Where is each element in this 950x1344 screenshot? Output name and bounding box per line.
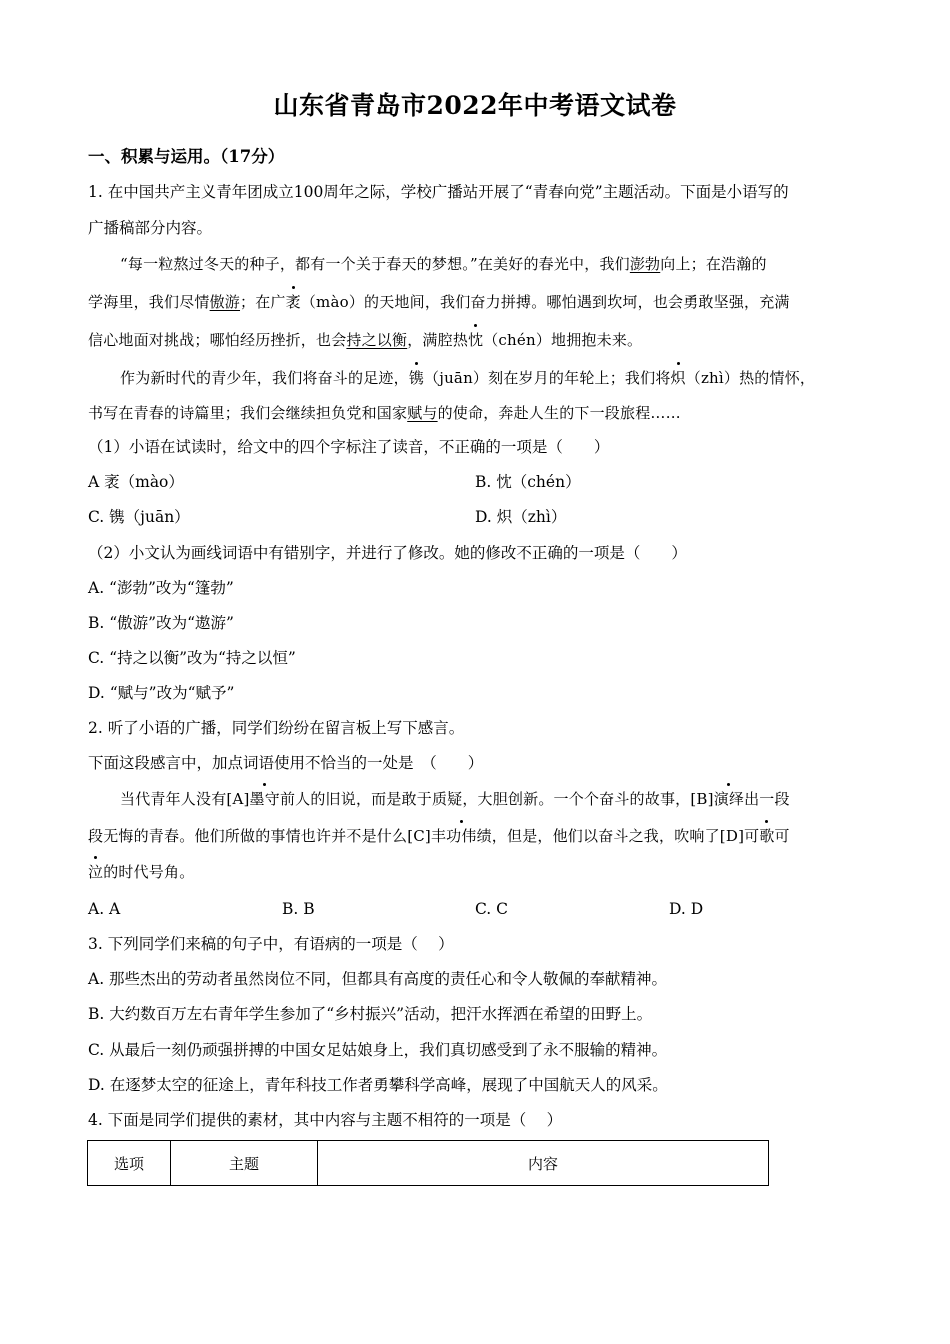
q1-stem-line1: 1. 在中国共产主义青年团成立100周年之际，学校广播站开展了“青春向党”主题活动。下面是小语写的 — [88, 183, 789, 201]
dotted-char: 镌 — [408, 369, 425, 387]
q1-passage-line: 书写在青春的诗篇里；我们会继续担负党和国家赋与的使命，奔赴人生的下一段旅程…… — [88, 404, 681, 422]
q1-passage-line: 作为新时代的青少年，我们将奋斗的足迹，镌（juān）刻在岁月的年轮上；我们将炽（zhì）热的情怀， — [120, 369, 816, 387]
option-c: C. 从最后一刻仍顽强拼搏的中国女足姑娘身上，我们真切感受到了永不服输的精神。 — [88, 1041, 668, 1059]
underlined-word: 持之以衡 — [346, 331, 408, 349]
option-b: B. “傲游”改为“遨游” — [88, 614, 234, 632]
option-c: C. C — [475, 900, 509, 918]
q2-stem-line1: 2. 听了小语的广播，同学们纷纷在留言板上写下感言。 — [88, 719, 465, 737]
dotted-char: 袤 — [285, 293, 301, 311]
option-d: D. 在逐梦太空的征途上，青年科技工作者勇攀科学高峰，展现了中国航天人的风采。 — [88, 1076, 668, 1094]
q1-passage-line: 学海里，我们尽情傲游；在广袤（mào）的天地间，我们奋力拼搏。哪怕遇到坎坷，也会勇敢坚强，充满 — [88, 293, 790, 311]
table-header-row — [88, 1141, 769, 1186]
option-d: D. “赋与”改为“赋予” — [88, 684, 235, 702]
q1-sub2-stem: （2）小文认为画线词语中有错别字，并进行了修改。她的修改不正确的一项是（ ） — [88, 544, 687, 562]
dotted-char: 忱 — [468, 331, 484, 349]
option-c: C. 镌（juān） — [88, 508, 190, 526]
option-c: C. “持之以衡”改为“持之以恒” — [88, 649, 296, 667]
dotted-word: 墨守 — [249, 790, 280, 808]
underlined-word: 澎勃 — [629, 255, 661, 273]
q1-stem-line2: 广播稿部分内容。 — [88, 219, 213, 237]
table-header-cell: 选项 — [88, 1141, 171, 1186]
q2-passage-line: 段无悔的青春。他们所做的事情也许并不是什么[C]丰功伟绩，但是，他们以奋斗之我，吹响了[D]可歌可 — [88, 827, 790, 845]
dotted-word: 演绎 — [713, 790, 745, 808]
dotted-char: 炽 — [670, 369, 686, 387]
option-a: A. “澎勃”改为“篷勃” — [88, 579, 234, 597]
option-a: A. 那些杰出的劳动者虽然岗位不同，但都具有高度的责任心和令人敬佩的奉献精神。 — [88, 970, 668, 988]
q2-passage-line: 泣的时代号角。 — [88, 863, 195, 881]
dotted-word: 可歌可 — [744, 827, 790, 845]
option-a: A. A — [88, 900, 121, 918]
q4-stem: 4. 下面是同学们提供的素材，其中内容与主题不相符的一项是（ ） — [88, 1111, 563, 1129]
option-d: D. 炽（zhì） — [475, 508, 567, 526]
option-a: A 袤（mào） — [88, 473, 184, 491]
q1-passage-line: “每一粒熬过冬天的种子，都有一个关于春天的梦想。”在美好的春光中，我们澎勃向上；在浩瀚的 — [120, 255, 767, 273]
table-header-cell: 主题 — [171, 1141, 318, 1186]
section-heading: 一、积累与运用。（17分） — [88, 147, 285, 166]
q2-stem-line2: 下面这段感言中，加点词语使用不恰当的一处是 （ ） — [88, 754, 484, 772]
q1-sub1-stem: （1）小语在试读时，给文中的四个字标注了读音，不正确的一项是（ ） — [88, 438, 610, 456]
underlined-word: 傲游 — [209, 293, 241, 311]
option-d: D. D — [669, 900, 704, 918]
q3-stem: 3. 下列同学们来稿的句子中，有语病的一项是（ ） — [88, 935, 454, 953]
q2-passage-line: 当代青年人没有[A]墨守前人的旧说，而是敢于质疑，大胆创新。一个个奋斗的故事，[B]演绎出一段 — [120, 790, 790, 808]
underlined-word: 赋与 — [407, 404, 438, 422]
dotted-word: 丰功伟绩 — [430, 827, 492, 845]
option-b: B. B — [282, 900, 315, 918]
option-b: B. 忱（chén） — [475, 473, 581, 491]
page-title: 山东省青岛市2022年中考语文试卷 — [273, 91, 677, 120]
materials-table — [87, 1140, 769, 1186]
table-header-cell: 内容 — [318, 1141, 769, 1186]
option-b: B. 大约数百万左右青年学生参加了“乡村振兴”活动，把汗水挥洒在希望的田野上。 — [88, 1005, 653, 1023]
dotted-char: 泣 — [88, 863, 104, 881]
q1-passage-line: 信心地面对挑战；哪怕经历挫折，也会持之以衡，满腔热忱（chén）地拥抱未来。 — [88, 331, 643, 349]
